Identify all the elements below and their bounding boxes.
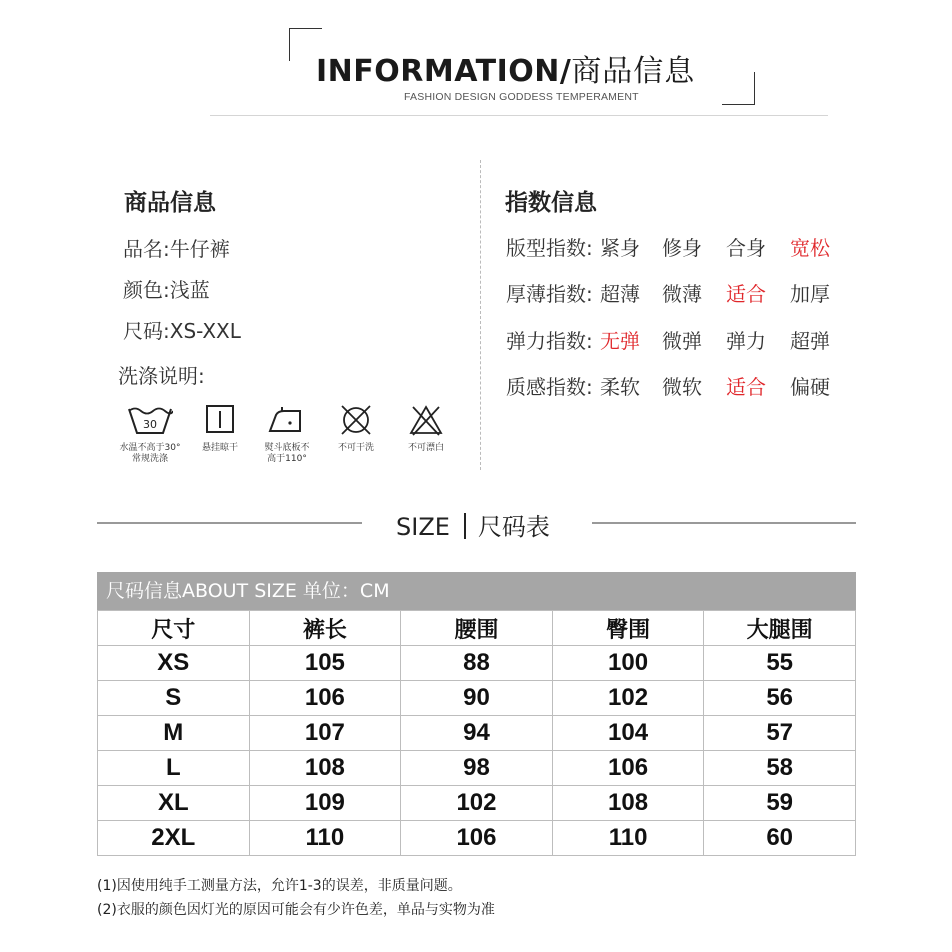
- table-row: [98, 786, 856, 821]
- table-cell: 90: [401, 681, 553, 716]
- index-option: 修身: [662, 236, 702, 260]
- table-cell: 98: [401, 751, 553, 786]
- index-option: 适合: [726, 282, 766, 306]
- index-option: 合身: [726, 236, 766, 260]
- hang-dry-icon: [197, 403, 243, 441]
- column-divider: [480, 160, 481, 470]
- index-option: 偏硬: [790, 375, 830, 399]
- column-header: 尺寸: [98, 611, 250, 646]
- table-cell: 106: [249, 681, 401, 716]
- page-subtitle: FASHION DESIGN GODDESS TEMPERAMENT: [404, 91, 639, 103]
- index-option: 弹力: [726, 329, 766, 353]
- index-option: 柔软: [600, 375, 640, 399]
- table-cell: 108: [552, 786, 704, 821]
- table-cell: 102: [552, 681, 704, 716]
- product-color: 颜色:浅蓝: [123, 278, 210, 302]
- product-size-range: 尺码:XS-XXL: [123, 319, 241, 343]
- index-option: 无弹: [600, 329, 640, 353]
- table-cell: 59: [704, 786, 856, 821]
- table-cell: S: [98, 681, 250, 716]
- index-row-thickness: [506, 278, 830, 308]
- table-cell: 94: [401, 716, 553, 751]
- table-cell: 2XL: [98, 821, 250, 856]
- index-row-fit: [506, 232, 830, 262]
- product-info-title: 商品信息: [124, 190, 216, 216]
- table-row: [98, 821, 856, 856]
- table-cell: 104: [552, 716, 704, 751]
- index-option: 紧身: [600, 236, 640, 260]
- table-cell: 55: [704, 646, 856, 681]
- size-title-separator: [464, 513, 466, 539]
- table-cell: 102: [401, 786, 553, 821]
- table-row: [98, 716, 856, 751]
- index-option: 超薄: [600, 282, 640, 306]
- index-row-texture: [506, 371, 830, 401]
- table-cell: 110: [552, 821, 704, 856]
- iron-caption: 熨斗底板不 高于110°: [264, 443, 310, 464]
- wash-30-icon: [127, 403, 173, 441]
- table-cell: 57: [704, 716, 856, 751]
- wash-30-caption: 水温不高于30° 常规洗涤: [119, 443, 181, 464]
- column-header: 腰围: [401, 611, 553, 646]
- index-option: 宽松: [790, 236, 830, 260]
- no-bleach-caption: 不可漂白: [407, 443, 444, 453]
- column-header: 臀围: [552, 611, 704, 646]
- table-cell: M: [98, 716, 250, 751]
- iron-icon: [264, 403, 310, 441]
- index-row-label: 厚薄指数:: [506, 282, 593, 306]
- table-row: [98, 751, 856, 786]
- header-divider: [210, 115, 828, 116]
- index-option: 适合: [726, 375, 766, 399]
- size-section-title: [396, 507, 550, 542]
- note-1: (1)因使用纯手工测量方法，允许1-3的误差，非质量问题。: [97, 878, 462, 894]
- note-2: (2)衣服的颜色因灯光的原因可能会有少许色差，单品与实物为准: [97, 902, 495, 918]
- product-name: 品名:牛仔裤: [123, 237, 230, 261]
- no-dry-clean-caption: 不可干洗: [337, 443, 374, 453]
- table-cell: 56: [704, 681, 856, 716]
- page-title-en: INFORMATION/: [316, 54, 572, 89]
- table-cell: 110: [249, 821, 401, 856]
- table-cell: XS: [98, 646, 250, 681]
- table-cell: 107: [249, 716, 401, 751]
- column-header: 裤长: [249, 611, 401, 646]
- header-corner-bottom-right: [722, 72, 755, 105]
- table-cell: 100: [552, 646, 704, 681]
- size-divider-right: [592, 522, 856, 524]
- index-row-stretch: [506, 325, 830, 355]
- hang-dry-caption: 悬挂晾干: [201, 443, 238, 453]
- table-cell: 58: [704, 751, 856, 786]
- table-cell: 106: [552, 751, 704, 786]
- column-header: 大腿围: [704, 611, 856, 646]
- index-option: 微弹: [662, 329, 702, 353]
- no-bleach-icon: [403, 403, 449, 441]
- size-title-en: SIZE: [396, 513, 450, 541]
- page-title-cn: 商品信息: [571, 54, 696, 89]
- table-row: [98, 646, 856, 681]
- no-dry-clean-icon: [333, 403, 379, 441]
- table-cell: 109: [249, 786, 401, 821]
- table-cell: 88: [401, 646, 553, 681]
- wash-temp-text: 30: [143, 418, 157, 431]
- table-cell: 108: [249, 751, 401, 786]
- wash-instructions-title: 洗涤说明:: [118, 364, 205, 388]
- page-title: [316, 46, 695, 90]
- table-cell: 105: [249, 646, 401, 681]
- table-cell: 60: [704, 821, 856, 856]
- size-title-cn: 尺码表: [477, 513, 550, 541]
- size-table-caption: 尺码信息ABOUT SIZE 单位：CM: [97, 572, 856, 610]
- index-option: 超弹: [790, 329, 830, 353]
- size-table: [97, 610, 856, 856]
- size-table-header-row: [98, 611, 856, 646]
- table-row: [98, 681, 856, 716]
- index-option: 微软: [662, 375, 702, 399]
- index-row-label: 弹力指数:: [506, 329, 593, 353]
- table-cell: L: [98, 751, 250, 786]
- index-option: 微薄: [662, 282, 702, 306]
- index-row-label: 版型指数:: [506, 236, 593, 260]
- index-option: 加厚: [790, 282, 830, 306]
- table-cell: XL: [98, 786, 250, 821]
- index-row-label: 质感指数:: [506, 375, 593, 399]
- size-divider-left: [97, 522, 362, 524]
- table-cell: 106: [401, 821, 553, 856]
- index-info-title: 指数信息: [505, 190, 597, 216]
